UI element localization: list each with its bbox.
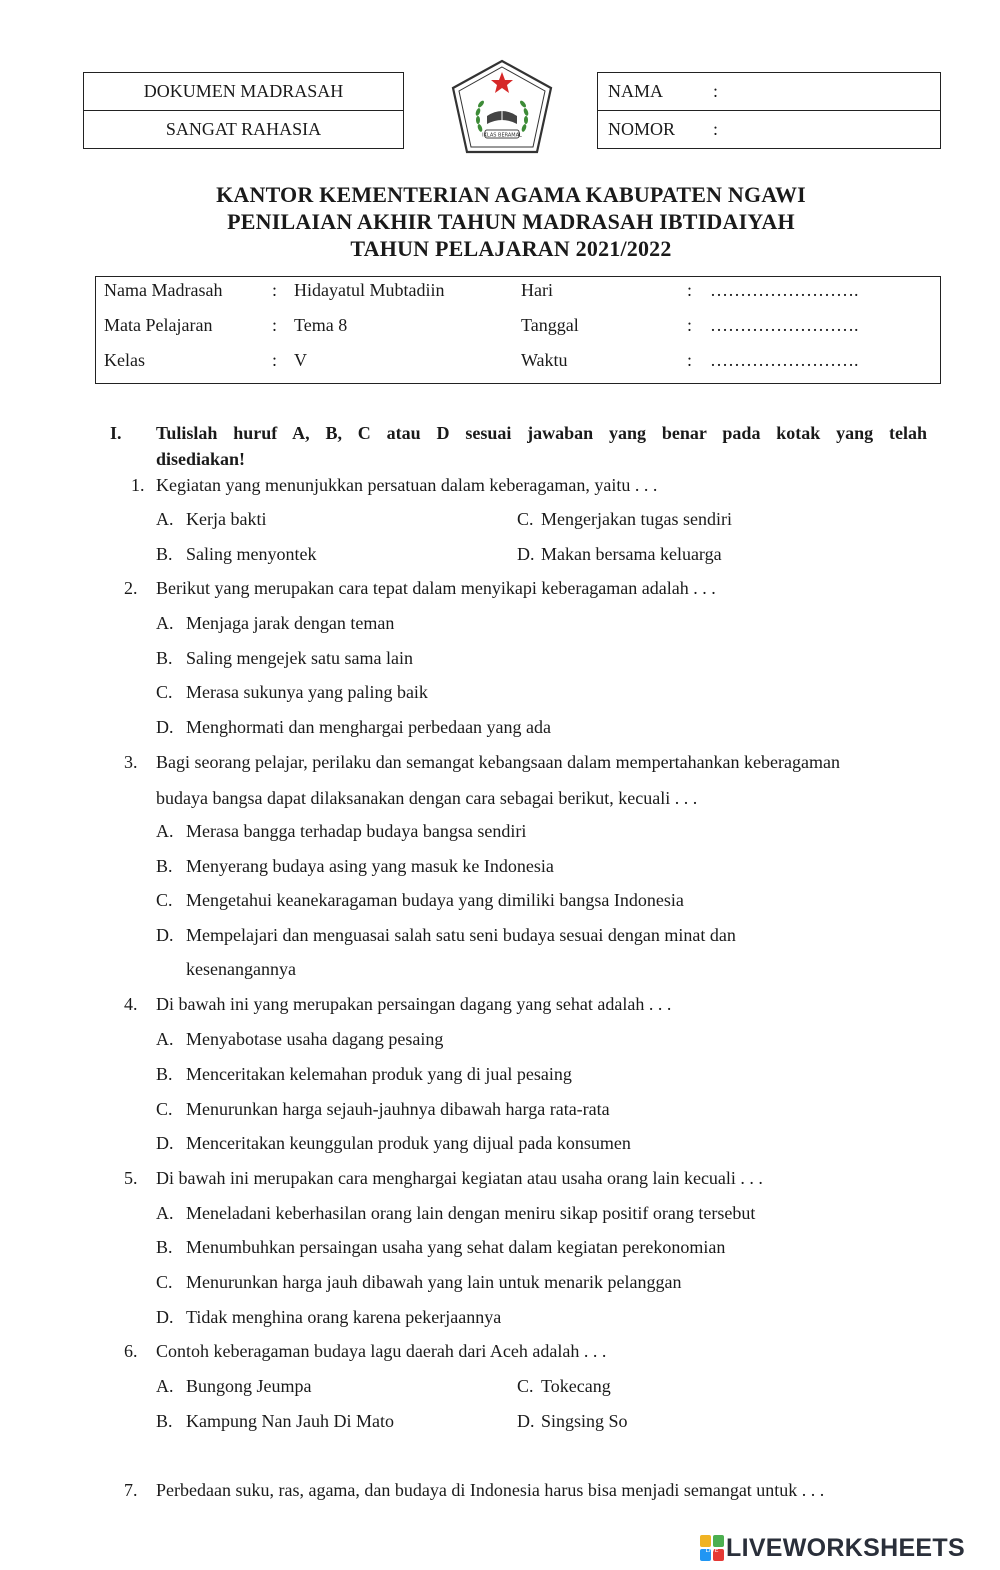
question-number: 1.: [131, 475, 145, 495]
student-identity-box: [597, 72, 941, 149]
option-letter[interactable]: C.: [156, 1099, 173, 1119]
option-letter[interactable]: B.: [156, 544, 173, 564]
info-label-2: Waktu: [521, 349, 568, 370]
info-label: Nama Madrasah: [104, 279, 223, 300]
question-number: 7.: [124, 1480, 138, 1500]
section-number: I.: [110, 423, 122, 443]
number-colon: :: [713, 119, 719, 139]
option-letter[interactable]: A.: [156, 1203, 174, 1223]
title-line-3: TAHUN PELAJARAN 2021/2022: [350, 236, 672, 261]
question-number: 4.: [124, 994, 138, 1014]
option-text: Singsing So: [541, 1411, 628, 1431]
option-text: Mengerjakan tugas sendiri: [541, 509, 732, 529]
option-letter[interactable]: D.: [156, 717, 174, 737]
secrecy-level: SANGAT RAHASIA: [84, 110, 403, 148]
info-label: Mata Pelajaran: [104, 314, 213, 335]
liveworksheets-logo: [700, 1532, 965, 1564]
question-number: 5.: [124, 1168, 138, 1188]
option-text: Mempelajari dan menguasai salah satu seni budaya sesuai dengan minat dan: [186, 925, 736, 945]
question-text: Bagi seorang pelajar, perilaku dan semangat kebangsaan dalam mempertahankan keberagaman: [156, 752, 840, 772]
question-number: 3.: [124, 752, 138, 772]
info-row-class: [96, 342, 940, 378]
doc-type: DOKUMEN MADRASAH: [143, 81, 344, 101]
option-letter[interactable]: D.: [156, 925, 174, 945]
info-colon-2: :: [687, 314, 693, 335]
info-value: Tema 8: [294, 314, 348, 335]
option-text: Tokecang: [541, 1376, 611, 1396]
info-value: V: [294, 349, 307, 370]
badge-letters: LIVE: [705, 1547, 719, 1554]
title-line-1: KANTOR KEMENTERIAN AGAMA KABUPATEN NGAWI: [216, 182, 806, 207]
option-text: Kerja bakti: [186, 509, 267, 529]
option-letter[interactable]: A.: [156, 1376, 174, 1396]
question-text: Berikut yang merupakan cara tepat dalam menyikapi keberagaman adalah . . .: [156, 578, 716, 598]
question-number: 2.: [124, 578, 138, 598]
question-text: Perbedaan suku, ras, agama, dan budaya di Indonesia harus bisa menjadi semangat untuk . . .: [156, 1480, 825, 1500]
option-letter[interactable]: D.: [517, 1411, 535, 1431]
option-text: Bungong Jeumpa: [186, 1376, 312, 1396]
option-letter[interactable]: B.: [156, 648, 173, 668]
question-number: 6.: [124, 1341, 138, 1361]
option-text: kesenangannya: [186, 959, 296, 979]
option-text: Menjaga jarak dengan teman: [186, 613, 395, 633]
info-value-2[interactable]: …………………….: [710, 279, 859, 300]
option-text: Saling mengejek satu sama lain: [186, 648, 413, 668]
option-letter[interactable]: D.: [156, 1307, 174, 1327]
info-colon: :: [272, 349, 278, 370]
number-label: NOMOR: [608, 119, 676, 139]
option-text: Menceritakan keunggulan produk yang dijual pada konsumen: [186, 1133, 631, 1153]
option-letter[interactable]: C.: [517, 1376, 534, 1396]
info-colon: :: [272, 314, 278, 335]
option-letter[interactable]: C.: [156, 890, 173, 910]
info-colon-2: :: [687, 279, 693, 300]
option-text: Merasa bangga terhadap budaya bangsa sendiri: [186, 821, 527, 841]
option-text: Makan bersama keluarga: [541, 544, 722, 564]
option-text: Kampung Nan Jauh Di Mato: [186, 1411, 394, 1431]
option-letter[interactable]: D.: [156, 1133, 174, 1153]
option-text: Mengetahui keanekaragaman budaya yang dimiliki bangsa Indonesia: [186, 890, 684, 910]
option-letter[interactable]: A.: [156, 821, 174, 841]
document-classification-box: [83, 72, 404, 149]
option-letter[interactable]: A.: [156, 613, 174, 633]
title-line-2: PENILAIAN AKHIR TAHUN MADRASAH IBTIDAIYAH: [227, 209, 795, 234]
question-text: Di bawah ini yang merupakan persaingan dagang yang sehat adalah . . .: [156, 994, 672, 1014]
ministry-logo: [447, 58, 557, 158]
info-label-2: Hari: [521, 279, 553, 300]
option-text: Menurunkan harga sejauh-jauhnya dibawah harga rata-rata: [186, 1099, 610, 1119]
option-text: Tidak menghina orang karena pekerjaannya: [186, 1307, 502, 1327]
option-letter[interactable]: B.: [156, 1064, 173, 1084]
option-text: Saling menyontek: [186, 544, 317, 564]
liveworksheets-wordmark: LIVEWORKSHEETS: [726, 1533, 965, 1562]
info-row-subject: [96, 307, 940, 343]
info-value: Hidayatul Mubtadiin: [294, 279, 445, 300]
logo-motto: IKLAS BERAMAL: [482, 132, 522, 139]
option-letter[interactable]: B.: [156, 1411, 173, 1431]
option-letter[interactable]: C.: [156, 1272, 173, 1292]
instruction-line-2: disediakan!: [156, 449, 246, 469]
info-row-madrasah: [96, 272, 940, 308]
info-value-2[interactable]: …………………….: [710, 349, 859, 370]
option-letter[interactable]: B.: [156, 856, 173, 876]
question-text: Contoh keberagaman budaya lagu daerah dari Aceh adalah . . .: [156, 1341, 607, 1361]
option-letter[interactable]: A.: [156, 1029, 174, 1049]
option-text: Menceritakan kelemahan produk yang di jual pesaing: [186, 1064, 572, 1084]
option-letter[interactable]: D.: [517, 544, 535, 564]
option-letter[interactable]: A.: [156, 509, 174, 529]
info-colon-2: :: [687, 349, 693, 370]
option-letter[interactable]: C.: [517, 509, 534, 529]
question-text: budaya bangsa dapat dilaksanakan dengan cara sebagai berikut, kecuali . . .: [156, 788, 698, 808]
name-row[interactable]: [598, 73, 940, 110]
section-instruction: [110, 420, 927, 472]
info-label: Kelas: [104, 349, 145, 370]
info-colon: :: [272, 279, 278, 300]
option-text: Menumbuhkan persaingan usaha yang sehat dalam kegiatan perekonomian: [186, 1237, 726, 1257]
question-text: Di bawah ini merupakan cara menghargai kegiatan atau usaha orang lain kecuali . . .: [156, 1168, 763, 1188]
liveworksheets-badge-icon: [700, 1535, 724, 1561]
number-row[interactable]: [598, 110, 940, 148]
info-value-2[interactable]: …………………….: [710, 314, 859, 335]
option-text: Menghormati dan menghargai perbedaan yang ada: [186, 717, 552, 737]
instruction-line-1: Tulislah huruf A, B, C atau D sesuai jawaban yang benar pada kotak yang telah: [156, 423, 927, 443]
name-colon: :: [713, 81, 719, 101]
option-text: Menyerang budaya asing yang masuk ke Indonesia: [186, 856, 554, 876]
info-label-2: Tanggal: [521, 314, 579, 335]
option-text: Merasa sukunya yang paling baik: [186, 682, 428, 702]
option-text: Meneladani keberhasilan orang lain dengan meniru sikap positif orang tersebut: [186, 1203, 756, 1223]
option-text: Menurunkan harga jauh dibawah yang lain untuk menarik pelanggan: [186, 1272, 682, 1292]
name-label: NAMA: [608, 81, 664, 101]
option-letter[interactable]: C.: [156, 682, 173, 702]
exam-info-box: [95, 276, 941, 384]
option-letter[interactable]: B.: [156, 1237, 173, 1257]
option-text: Menyabotase usaha dagang pesaing: [186, 1029, 444, 1049]
question-text: Kegiatan yang menunjukkan persatuan dalam keberagaman, yaitu . . .: [156, 475, 658, 495]
